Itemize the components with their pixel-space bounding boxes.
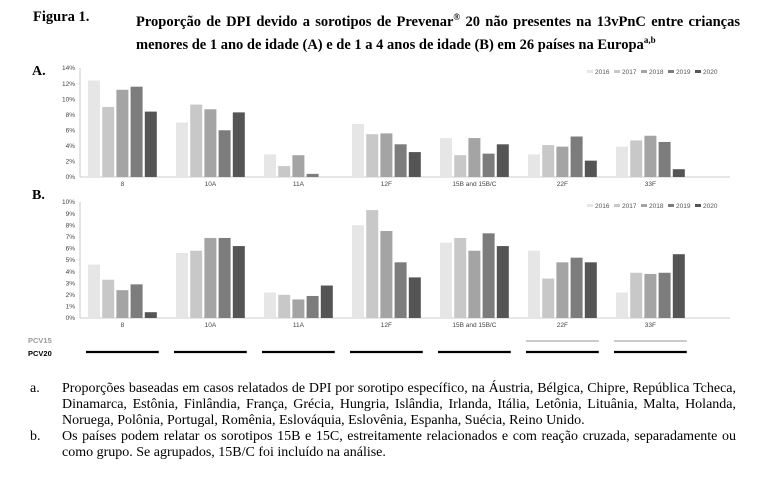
panel-b-legend-swatch [641,204,647,207]
panel-b-x-tick-label: 15B and 15B/C [452,322,497,329]
panel-b-bar [366,210,378,318]
panel-a-y-tick-label: 10% [61,96,75,104]
panel-b-bar [440,243,452,318]
panel-a-bar [585,161,597,177]
panel-a-bar [644,136,656,177]
panel-a-legend-label: 2018 [649,69,664,76]
panel-b-bar [571,258,583,318]
panel-a-bar [131,87,143,177]
panel-a-y-tick-label: 4% [65,143,75,151]
panel-a-bar [630,140,642,177]
panel-b-bar [395,262,407,318]
footnote-a [30,381,736,429]
panel-a-label: A. [32,64,46,79]
panel-b-legend-swatch [695,204,701,207]
panel-b-bar [204,238,216,318]
panel-b-y-tick-label: 6% [65,245,75,253]
title-registered-mark: ® [453,12,461,22]
footnote-a-text: Proporções baseadas em casos relatados de DPI por sorotipo específico, na Áustria, Bélgica, Chipre, República Tcheca, Dinamarca, Estônia, Finlândia, França, Grécia, Hungria, Islândia, Irlanda, Itália, Letônia, Lituânia, Malta, Holanda, Noruega, Polônia, Portugal, Romênia, Eslováquia, Eslovênia, Espanha, Suécia, Reino Unido. [62,381,736,428]
panel-a-bar [468,138,480,177]
pcv15-label: PCV15 [28,336,52,345]
panel-b-bar [176,253,188,318]
panel-a-bar [366,134,378,177]
panel-a-legend-swatch [668,70,674,73]
panel-b-bar [556,262,568,318]
panel-a-y-tick-label: 0% [65,174,75,182]
panel-a-bar [542,145,554,177]
panel-a-legend-swatch [614,70,620,73]
panel-a-legend-label: 2017 [622,69,637,76]
title-text-1: Proporção de DPI devido a sorotipos de Prevenar [136,13,454,30]
panel-b-y-tick-label: 3% [65,280,75,288]
panel-a-x-tick-label: 22F [556,181,569,188]
panel-a-bar [102,107,114,177]
panel-b-legend-label: 2020 [703,203,718,210]
panel-a-bar [219,130,231,177]
panel-b-bar [219,238,231,318]
panel-b-x-tick-label: 12F [380,322,393,329]
panel-b-bar [616,292,628,318]
panel-b-y-tick-label: 10% [61,199,75,207]
panel-b-x-tick-label: 11A [292,322,304,329]
panel-b-y-tick-label: 1% [65,303,75,311]
panel-a-bar [190,105,202,177]
panel-b-y-tick-label: 8% [65,222,75,230]
panel-a-bar [454,155,466,177]
panel-b-y-tick-label: 0% [65,315,75,323]
panel-b-bar [409,277,421,318]
pcv20-label: PCV20 [28,349,52,358]
panel-b-bar [630,273,642,318]
panel-b-bar [659,273,671,318]
footnote-b-letter: b. [30,429,41,444]
panel-a-bar [204,109,216,177]
panel-a-bar [659,142,671,177]
footnote-a-letter: a. [30,381,40,396]
panel-a-x-tick-label: 15B and 15B/C [452,181,497,188]
panel-b-label: B. [32,188,45,203]
panel-b-bar [352,225,364,318]
panel-b-bar [380,231,392,318]
panel-a-x-tick-label: 12F [380,181,393,188]
panel-a-bar [145,112,157,177]
panel-b-y-tick-label: 5% [65,257,75,265]
panel-a-bar [409,152,421,177]
panel-b-bar [497,246,509,318]
title-text-2: 20 não presentes na 13vPnC entre crianças menores de 1 ano de idade (A) e de 1 a 4 anos de idade (B) em 26 países na Europa [136,13,740,53]
figure-label: Figura 1. [33,9,90,25]
panel-b-bar [145,312,157,318]
panel-b-legend-swatch [668,204,674,207]
panel-a-bar [440,138,452,177]
panel-a-bar [395,144,407,177]
footnote-b [30,429,736,461]
panel-b-bar [644,274,656,318]
panel-b-bar [292,299,304,318]
panel-a-legend-label: 2019 [676,69,691,76]
panel-b-bar [131,284,143,318]
panel-b-y-tick-label: 2% [65,292,75,299]
panel-b-bar [102,280,114,318]
panel-b-legend-swatch [587,204,593,207]
panel-b-bar [585,262,597,318]
panel-b-bar [454,238,466,318]
panel-a-bar [528,154,540,177]
panel-a-x-tick-label: 8 [120,181,125,188]
panel-b-x-tick-label: 8 [120,322,125,329]
panel-b-bar [542,279,554,318]
footnote-b-text: Os países podem relatar os sorotipos 15B e 15C, estreitamente relacionados e com reação cruzada, separadamente ou como grupo. Se agrupados, 15B/C foi incluído na análise. [62,429,736,460]
panel-a-legend-swatch [641,70,647,73]
panel-a-bar [292,155,304,177]
panel-b-bar [278,295,290,318]
panel-a-bar [264,154,276,177]
panel-a-legend-label: 2020 [703,69,718,76]
panel-b-bar [321,286,333,318]
panel-b-bar [528,251,540,318]
panel-a-y-tick-label: 12% [61,80,75,88]
panel-a-bar [352,124,364,177]
panel-a-bar [483,154,495,177]
panel-b-bar [88,265,100,318]
panel-a-x-tick-label: 11A [292,181,304,188]
panel-a-legend-label: 2016 [595,69,610,76]
panel-a-y-tick-label: 14% [61,65,75,73]
panel-a-y-tick-label: 6% [65,127,75,135]
title-footnote-marks: a,b [643,34,656,45]
panel-b-bar [190,251,202,318]
panel-a-legend-swatch [587,70,593,73]
panel-b-y-tick-label: 9% [65,210,75,218]
panel-a-x-tick-label: 33F [644,181,657,188]
panel-b-legend-label: 2019 [676,203,691,210]
panel-b-x-tick-label: 10A [204,322,217,329]
panel-a-bar [176,123,188,178]
panel-b-y-tick-label: 7% [65,234,75,241]
panel-b-x-tick-label: 33F [644,322,657,329]
panel-a-bar [571,137,583,177]
panel-a-legend-swatch [695,70,701,73]
panel-b-bar [468,251,480,318]
panel-a-bar [616,147,628,177]
panel-b-bar [233,246,245,318]
panel-a-x-tick-label: 10A [204,181,217,188]
panel-b-y-tick-label: 4% [65,268,75,276]
footnotes [30,381,736,461]
panel-b-bar [264,292,276,318]
panel-a-bar [380,133,392,177]
panel-a-bar [116,90,128,177]
panel-a-bar [556,147,568,177]
panel-b-bar [307,296,319,318]
panel-a-y-tick-label: 2% [65,158,75,166]
panel-b-bar [483,233,495,318]
panel-b-legend-label: 2017 [622,203,637,210]
panel-b-x-tick-label: 22F [556,322,569,329]
panel-b-legend-label: 2016 [595,203,610,210]
panel-a-bar [497,144,509,177]
panel-a-bar [88,80,100,177]
panel-a-y-tick-label: 8% [65,111,75,119]
panel-b-legend-label: 2018 [649,203,664,210]
panel-a-bar [278,166,290,177]
panel-a-bar [673,169,685,177]
panel-a-bar [233,112,245,177]
panel-b-legend-swatch [614,204,620,207]
panel-b-bar [673,254,685,318]
panel-a-bar [307,174,319,177]
panel-b-bar [116,290,128,318]
